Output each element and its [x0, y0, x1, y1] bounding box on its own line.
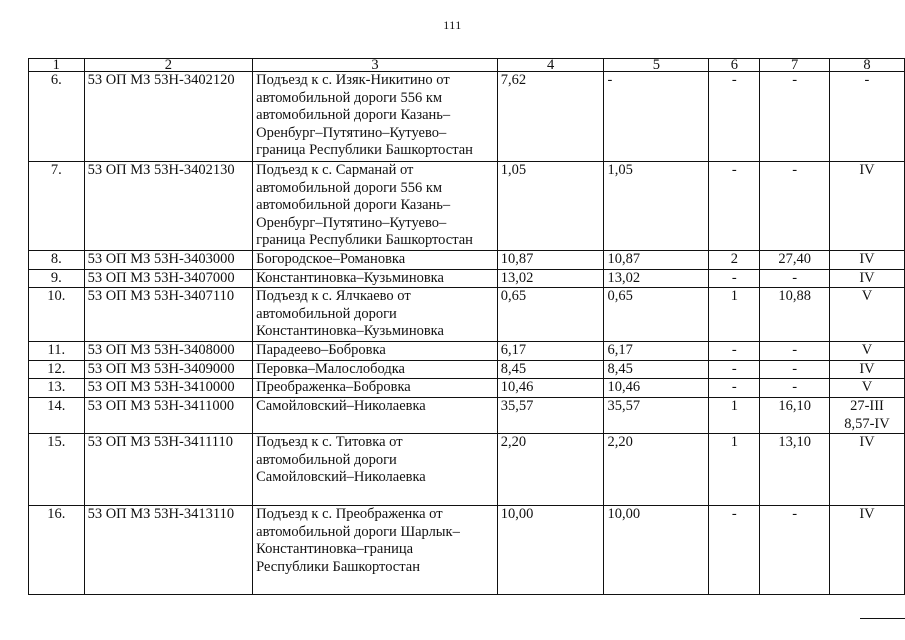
col6-value-cell: 1 [709, 288, 760, 342]
table-header-row [29, 59, 905, 72]
col5-value-cell: 1,05 [604, 162, 709, 251]
category-cell [829, 72, 904, 162]
row-number-cell: 9. [29, 269, 85, 288]
table-row [29, 360, 905, 379]
page-number: 111 [443, 18, 462, 32]
row-number-cell: 16. [29, 506, 85, 595]
road-name-cell [253, 506, 498, 595]
road-id-cell: 53 ОП МЗ 53Н-3411000 [84, 397, 253, 433]
row-number-cell: 11. [29, 342, 85, 361]
col6-value-cell: - [709, 269, 760, 288]
table-row [29, 162, 905, 251]
col7-value-cell: - [760, 269, 830, 288]
col5-value-cell: 35,57 [604, 397, 709, 433]
col7-value-cell: - [760, 506, 830, 595]
category-cell [829, 360, 904, 379]
road-name-cell-line: Подъезд к с. Изяк-Никитино от [256, 72, 450, 88]
road-name-cell [253, 360, 498, 379]
road-name-cell [253, 379, 498, 398]
col5-value-cell: 10,87 [604, 251, 709, 270]
category-cell-line: IV [859, 506, 875, 523]
category-cell [829, 506, 904, 595]
row-number-cell: 12. [29, 360, 85, 379]
road-id-cell: 53 ОП МЗ 53Н-3408000 [84, 342, 253, 361]
col7-value-cell: 16,10 [760, 397, 830, 433]
category-cell [829, 397, 904, 433]
road-name-cell-line: автомобильной дороги [256, 451, 397, 468]
col7-value-cell: - [760, 342, 830, 361]
row-number-cell: 8. [29, 251, 85, 270]
col5-value-cell: 8,45 [604, 360, 709, 379]
table-row [29, 434, 905, 506]
road-name-cell-line: Константиновка–Кузьминовка [256, 323, 444, 340]
road-name-cell-line: Константиновка–Кузьминовка [256, 269, 444, 286]
column-header: 1 [29, 59, 85, 72]
road-registry-table [28, 58, 905, 595]
road-name-cell-line: Преображенка–Бобровка [256, 379, 411, 396]
category-cell [829, 251, 904, 270]
category-cell-line: IV [859, 162, 875, 178]
road-name-cell-line: Подъезд к с. Ялчкаево от [256, 288, 411, 305]
col7-value-cell: - [760, 162, 830, 251]
col4-value-cell: 2,20 [497, 434, 604, 506]
road-name-cell-line: Богородское–Романовка [256, 251, 406, 267]
column-header: 6 [709, 59, 760, 72]
road-id-cell: 53 ОП МЗ 53Н-3409000 [84, 360, 253, 379]
category-cell-line: IV [859, 269, 875, 286]
col7-value-cell: - [760, 360, 830, 379]
col5-value-cell: 13,02 [604, 269, 709, 288]
category-cell-line: V [861, 342, 873, 359]
road-id-cell: 53 ОП МЗ 53Н-3407000 [84, 269, 253, 288]
road-id-cell: 53 ОП МЗ 53Н-3411110 [84, 434, 253, 506]
road-name-cell [253, 251, 498, 270]
road-name-cell [253, 162, 498, 251]
category-cell-line: IV [859, 434, 875, 451]
road-id-cell: 53 ОП МЗ 53Н-3403000 [84, 251, 253, 270]
table-row [29, 251, 905, 270]
road-name-cell [253, 342, 498, 361]
col6-value-cell: - [709, 72, 760, 162]
road-name-cell-line: Оренбург–Путятино–Кутуево– [256, 214, 447, 231]
table-row [29, 269, 905, 288]
category-cell-line: 27-III [850, 397, 884, 414]
road-name-cell-line: Республики Башкортостан [256, 558, 420, 575]
row-number-cell: 6. [29, 72, 85, 162]
col6-value-cell: - [709, 162, 760, 251]
col4-value-cell: 0,65 [497, 288, 604, 342]
col7-value-cell: - [760, 72, 830, 162]
col4-value-cell: 6,17 [497, 342, 604, 361]
category-cell-line: 8,57-IV [844, 415, 890, 432]
road-id-cell: 53 ОП МЗ 53Н-3410000 [84, 379, 253, 398]
col6-value-cell: - [709, 379, 760, 398]
category-cell-line: V [861, 379, 873, 396]
row-number-cell: 15. [29, 434, 85, 506]
road-name-cell [253, 72, 498, 162]
road-name-cell-line: Подъезд к с. Титовка от [256, 434, 403, 451]
road-name-cell [253, 288, 498, 342]
category-cell [829, 379, 904, 398]
category-cell [829, 269, 904, 288]
table-row [29, 397, 905, 433]
column-header: 8 [829, 59, 904, 72]
col5-value-cell: 6,17 [604, 342, 709, 361]
col7-value-cell: - [760, 379, 830, 398]
col6-value-cell: 1 [709, 434, 760, 506]
col7-value-cell: 10,88 [760, 288, 830, 342]
road-name-cell-line: Подъезд к с. Преображенка от [256, 506, 443, 523]
road-name-cell-line: автомобильной дороги Казань– [256, 107, 451, 124]
row-number-cell: 14. [29, 397, 85, 433]
category-cell-line: V [861, 288, 873, 305]
road-name-cell-line: Перовка–Малослободка [256, 360, 405, 377]
col4-value-cell: 8,45 [497, 360, 604, 379]
category-cell-line: IV [859, 360, 875, 377]
road-name-cell-line: граница Республики Башкортостан [256, 232, 473, 249]
col5-value-cell: 10,46 [604, 379, 709, 398]
table-row [29, 288, 905, 342]
road-name-cell [253, 397, 498, 433]
road-id-cell: 53 ОП МЗ 53Н-3413110 [84, 506, 253, 595]
road-id-cell: 53 ОП МЗ 53Н-3402130 [84, 162, 253, 251]
row-number-cell: 10. [29, 288, 85, 342]
col5-value-cell: 10,00 [604, 506, 709, 595]
row-number-cell: 13. [29, 379, 85, 398]
road-name-cell-line: Подъезд к с. Сарманай от [256, 162, 414, 178]
column-header: 7 [760, 59, 830, 72]
road-name-cell [253, 434, 498, 506]
col5-value-cell: 2,20 [604, 434, 709, 506]
column-header: 3 [253, 59, 498, 72]
col4-value-cell: 1,05 [497, 162, 604, 251]
category-cell [829, 434, 904, 506]
col7-value-cell: 13,10 [760, 434, 830, 506]
column-header: 4 [497, 59, 604, 72]
category-cell [829, 162, 904, 251]
col4-value-cell: 10,00 [497, 506, 604, 595]
road-id-cell: 53 ОП МЗ 53Н-3407110 [84, 288, 253, 342]
col6-value-cell: - [709, 360, 760, 379]
col6-value-cell: - [709, 506, 760, 595]
road-name-cell-line: автомобильной дороги [256, 305, 397, 322]
col6-value-cell: - [709, 342, 760, 361]
table-row [29, 72, 905, 162]
road-name-cell-line: автомобильной дороги Шарлык– [256, 523, 460, 540]
col4-value-cell: 13,02 [497, 269, 604, 288]
footer-rule [860, 618, 905, 619]
col5-value-cell: - [604, 72, 709, 162]
col4-value-cell: 10,46 [497, 379, 604, 398]
col4-value-cell: 10,87 [497, 251, 604, 270]
col4-value-cell: 35,57 [497, 397, 604, 433]
row-number-cell: 7. [29, 162, 85, 251]
road-name-cell [253, 269, 498, 288]
col4-value-cell: 7,62 [497, 72, 604, 162]
column-header: 2 [84, 59, 253, 72]
col6-value-cell: 1 [709, 397, 760, 433]
table-row [29, 506, 905, 595]
col6-value-cell: 2 [709, 251, 760, 270]
col7-value-cell: 27,40 [760, 251, 830, 270]
road-name-cell-line: Самойловский–Николаевка [256, 397, 426, 414]
column-header: 5 [604, 59, 709, 72]
table-row [29, 342, 905, 361]
road-name-cell-line: Самойловский–Николаевка [256, 469, 426, 486]
col5-value-cell: 0,65 [604, 288, 709, 342]
category-cell [829, 288, 904, 342]
table-row [29, 379, 905, 398]
road-id-cell: 53 ОП МЗ 53Н-3402120 [84, 72, 253, 162]
road-name-cell-line: граница Республики Башкортостан [256, 142, 473, 159]
road-name-cell-line: Константиновка–граница [256, 541, 414, 558]
road-name-cell-line: автомобильной дороги 556 км [256, 89, 443, 106]
road-name-cell-line: автомобильной дороги Казань– [256, 197, 451, 214]
category-cell [829, 342, 904, 361]
road-name-cell-line: Оренбург–Путятино–Кутуево– [256, 124, 447, 141]
road-name-cell-line: автомобильной дороги 556 км [256, 179, 443, 196]
road-name-cell-line: Парадеево–Бобровка [256, 342, 386, 359]
category-cell-line: IV [859, 251, 875, 267]
category-cell-line: - [864, 72, 870, 88]
